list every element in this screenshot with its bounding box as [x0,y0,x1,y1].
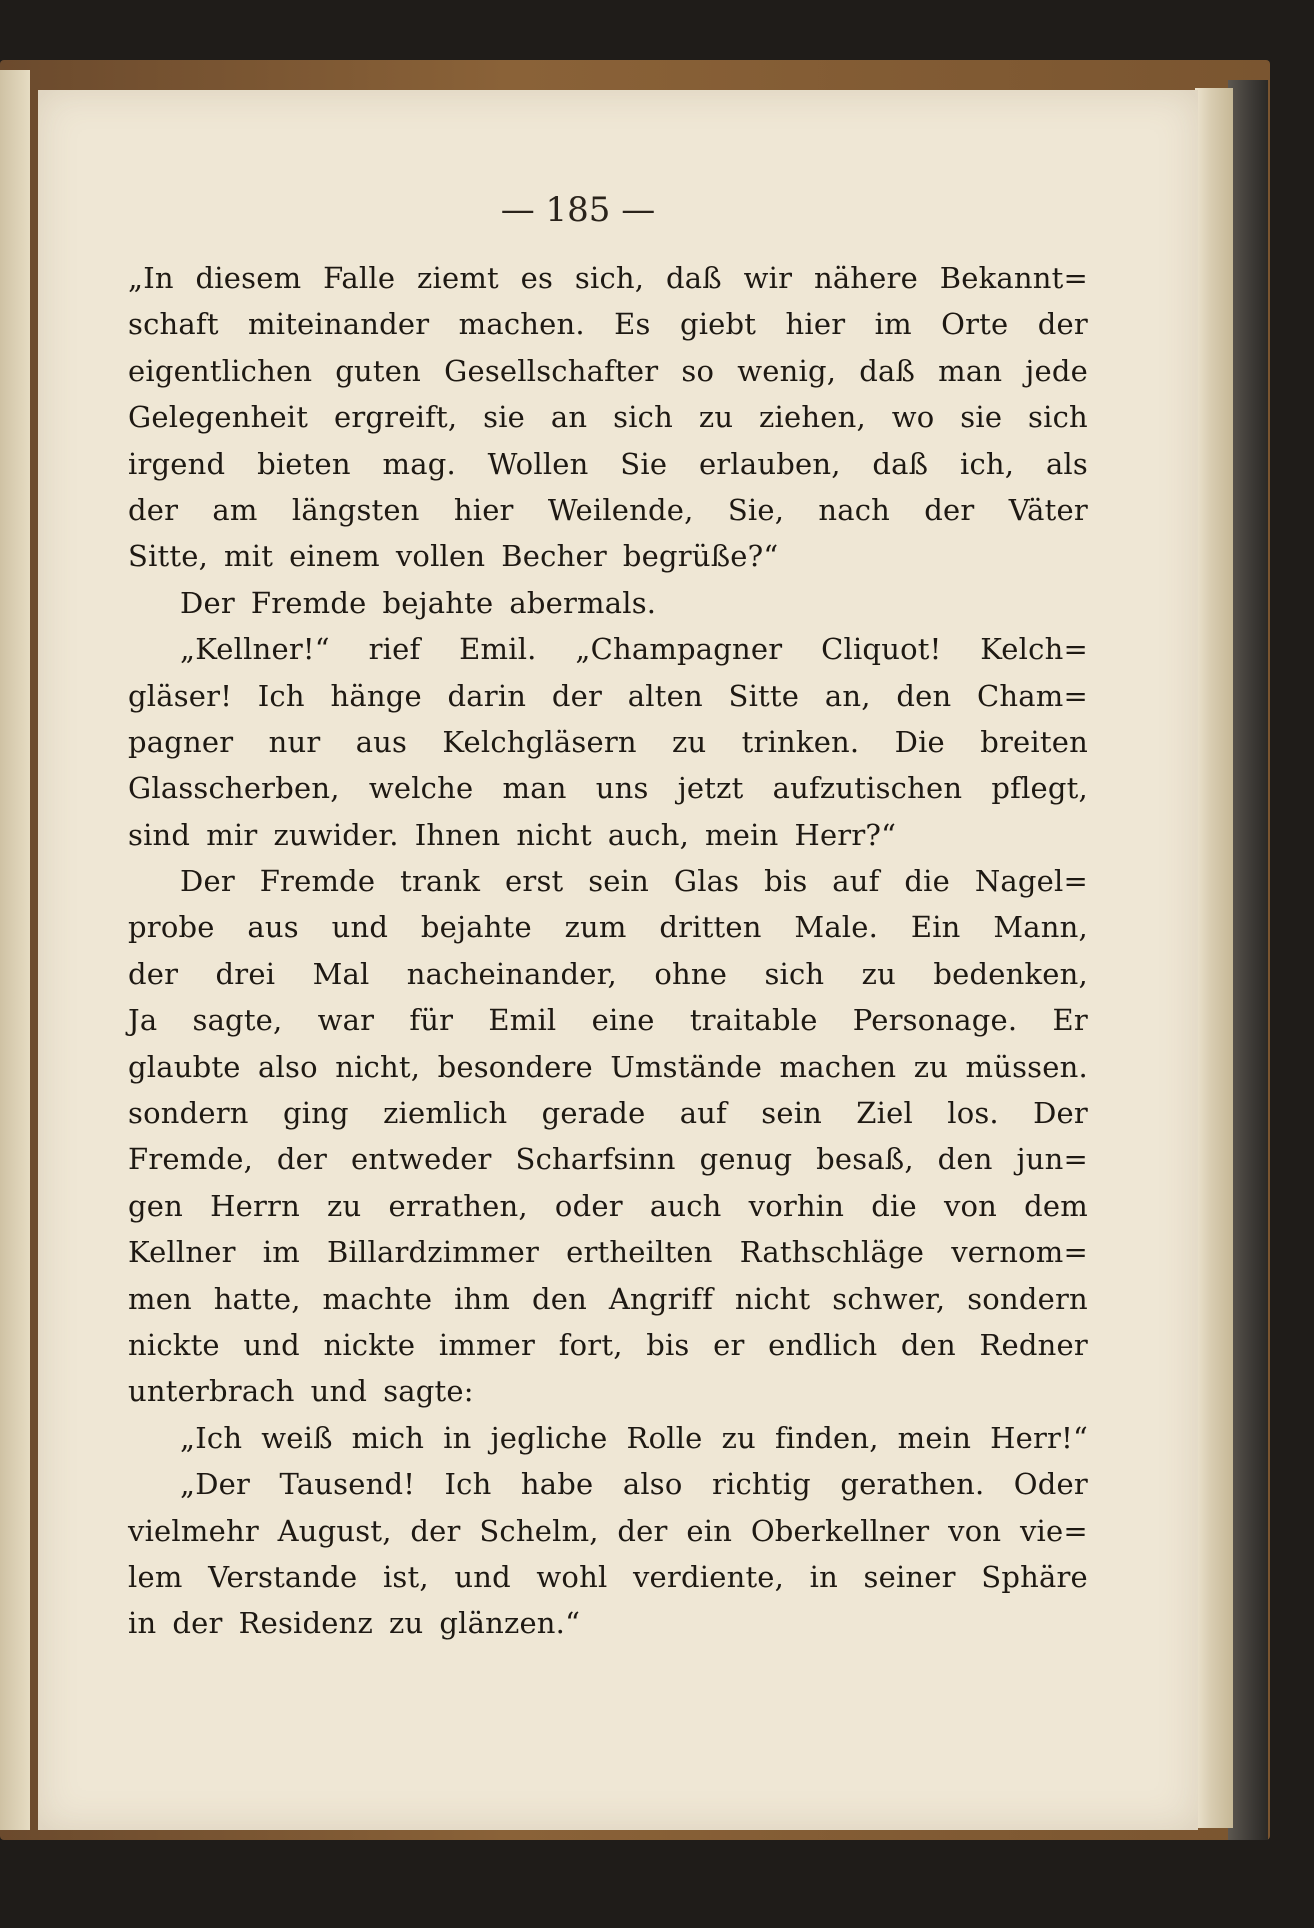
text-line: eigentlichen guten Gesellschafter so wenig, daß man jede [128,353,1088,388]
book-page [38,90,1198,1830]
text-line: in der Residenz zu glänzen.“ [128,1606,581,1641]
page-text [128,255,1088,1647]
text-line: Der Fremde bejahte abermals. [180,585,657,620]
text-line: der am längsten hier Weilende, Sie, nach der Väter [128,492,1088,527]
text-line: unterbrach und sagte: [128,1374,474,1409]
text-line: der drei Mal nacheinander, ohne sich zu bedenken, [128,956,1088,991]
text-line: Der Fremde trank erst sein Glas bis auf die Nagel= [180,864,1088,899]
text-line: probe aus und bejahte zum dritten Male. Ein Mann, [128,910,1088,945]
page-number: — 185 — [500,190,656,230]
text-line: irgend bieten mag. Wollen Sie erlauben, daß ich, als [128,446,1088,481]
text-line: Sitte, mit einem vollen Becher begrüße?“ [128,539,779,574]
page-stack-edge [1195,88,1233,1828]
text-line: sind mir zuwider. Ihnen nicht auch, mein Herr?“ [128,817,897,852]
previous-page-edge [0,70,30,1830]
text-line: Ja sagte, war für Emil eine traitable Personage. Er [128,1003,1088,1038]
text-line: schaft miteinander machen. Es giebt hier im Orte der [128,307,1088,342]
text-line: Fremde, der entweder Scharfsinn genug besaß, den jun= [128,1142,1088,1177]
text-line: vielmehr August, der Schelm, der ein Oberkellner von vie= [128,1513,1088,1548]
text-line: „Der Tausend! Ich habe also richtig gerathen. Oder [180,1467,1088,1502]
text-line: sondern ging ziemlich gerade auf sein Ziel los. Der [128,1096,1088,1131]
text-line: „Ich weiß mich in jegliche Rolle zu finden, mein Herr!“ [180,1420,1088,1455]
text-line: Glasscherben, welche man uns jetzt aufzutischen pflegt, [128,771,1088,806]
text-line: men hatte, machte ihm den Angriff nicht schwer, sondern [128,1281,1088,1316]
text-line: „Kellner!“ rief Emil. „Champagner Cliquot! Kelch= [180,632,1088,667]
cover-edge [1228,80,1268,1840]
text-line: nickte und nickte immer fort, bis er endlich den Redner [128,1327,1088,1362]
text-line: gläser! Ich hänge darin der alten Sitte an, den Cham= [128,678,1088,713]
text-line: Gelegenheit ergreift, sie an sich zu ziehen, wo sie sich [128,400,1088,435]
text-line: glaubte also nicht, besondere Umstände machen zu müssen. [128,1049,1088,1084]
text-line: „In diesem Falle ziemt es sich, daß wir nähere Bekannt= [128,261,1088,295]
text-line: gen Herrn zu errathen, oder auch vorhin die von dem [128,1188,1088,1223]
text-line: pagner nur aus Kelchgläsern zu trinken. Die breiten [128,724,1088,759]
text-line: lem Verstande ist, und wohl verdiente, in seiner Sphäre [128,1559,1088,1594]
text-line: Kellner im Billardzimmer ertheilten Rathschläge vernom= [128,1235,1088,1270]
